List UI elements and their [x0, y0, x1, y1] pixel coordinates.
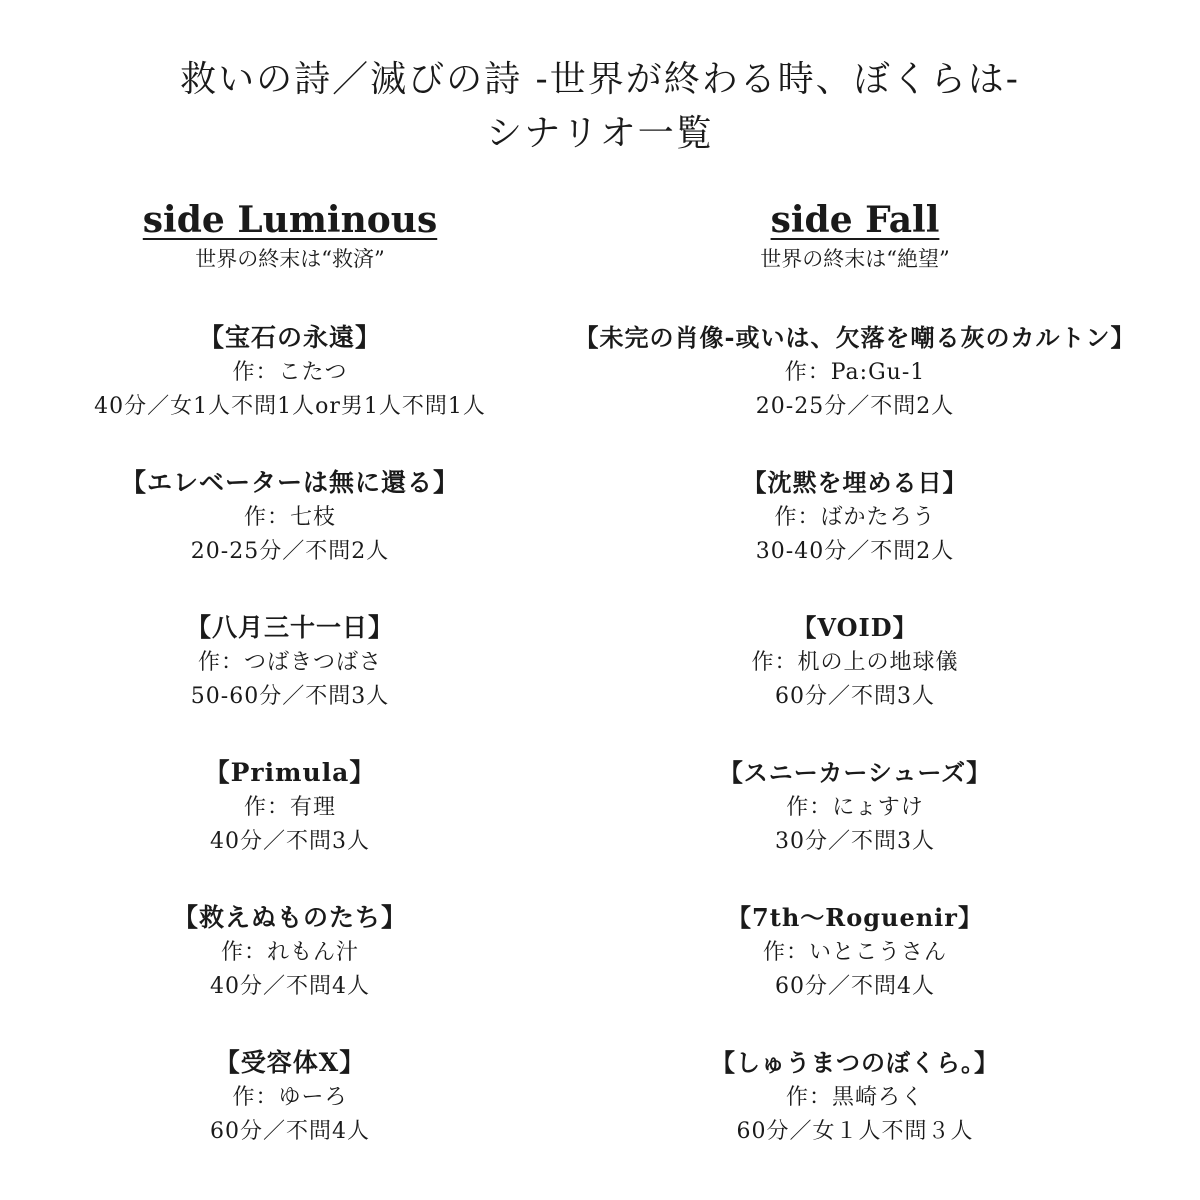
- scenario-item: [535, 1045, 1175, 1190]
- scenario-item: [535, 900, 1175, 1045]
- scenario-author: 作：こたつ: [232, 360, 348, 385]
- scenario-title: 【救えぬものたち】: [172, 903, 407, 932]
- side-luminous-heading: side Luminous: [142, 199, 438, 241]
- side-fall-subtitle: 世界の終末は“絶望”: [760, 247, 950, 271]
- scenario-meta: 60分／不問4人: [210, 1119, 370, 1144]
- scenario-title: 【Primula】: [204, 758, 376, 787]
- side-fall-column: [535, 196, 1175, 1190]
- scenario-author: 作：ゆーろ: [232, 1085, 348, 1110]
- scenario-title: 【八月三十一日】: [185, 613, 394, 642]
- scenario-item: [40, 610, 540, 755]
- scenario-author: 作：有理: [243, 795, 336, 820]
- scenario-author: 作：机の上の地球儀: [751, 650, 959, 675]
- scenario-list-luminous: [40, 320, 540, 1190]
- scenario-item: [535, 755, 1175, 900]
- scenario-author: 作：ばかたろう: [774, 505, 936, 530]
- scenario-meta: 50-60分／不問3人: [190, 684, 390, 709]
- scenario-author: 作：七枝: [243, 505, 336, 530]
- scenario-meta: 30分／不問3人: [775, 829, 935, 854]
- scenario-item: [40, 900, 540, 1045]
- scenario-title: 【エレベーターは無に還る】: [120, 468, 459, 497]
- scenario-author: 作：にょすけ: [786, 795, 924, 820]
- scenario-item: [40, 465, 540, 610]
- scenario-item: [535, 320, 1175, 465]
- side-luminous-subtitle: 世界の終末は“救済”: [195, 247, 385, 271]
- scenario-title: 【7th～Roguenir】: [727, 903, 983, 932]
- scenario-item: [40, 320, 540, 465]
- scenario-item: [535, 465, 1175, 610]
- scenario-meta: 40分／不問3人: [210, 829, 370, 854]
- page-title: 救いの詩／滅びの詩 -世界が終わる時、ぼくらは-: [180, 59, 1020, 100]
- scenario-item: [535, 610, 1175, 755]
- scenario-meta: 40分／女1人不問1人or男1人不問1人: [94, 394, 486, 419]
- scenario-title: 【受容体X】: [214, 1048, 366, 1077]
- scenario-item: [40, 1045, 540, 1190]
- scenario-title: 【宝石の永遠】: [198, 323, 381, 352]
- scenario-title: 【スニーカーシューズ】: [718, 758, 992, 787]
- scenario-list-fall: [535, 320, 1175, 1190]
- scenario-title: 【未完の肖像-或いは、欠落を嘲る灰のカルトン】: [574, 323, 1136, 352]
- scenario-item: [40, 755, 540, 900]
- scenario-author: 作：つばきつばさ: [197, 650, 382, 675]
- scenario-author: 作：れもん汁: [220, 940, 359, 965]
- scenario-meta: 60分／不問3人: [775, 684, 935, 709]
- scenario-meta: 30-40分／不問2人: [755, 539, 955, 564]
- scenario-meta: 20-25分／不問2人: [190, 539, 390, 564]
- scenario-title: 【沈黙を埋める日】: [742, 468, 968, 497]
- scenario-meta: 60分／不問4人: [775, 974, 935, 999]
- scenario-author: 作：いとこうさん: [762, 940, 947, 965]
- page-subtitle: シナリオ一覧: [486, 113, 714, 154]
- side-fall-heading: side Fall: [770, 199, 940, 241]
- scenario-author: 作：Pa:Gu-1: [784, 360, 926, 385]
- scenario-title: 【しゅうまつのぼくら。】: [711, 1048, 999, 1077]
- scenario-title: 【VOID】: [792, 613, 918, 642]
- scenario-meta: 20-25分／不問2人: [755, 394, 955, 419]
- scenario-meta: 60分／女１人不問３人: [736, 1119, 974, 1144]
- scenario-author: 作：黒崎ろく: [785, 1085, 924, 1110]
- side-luminous-column: [40, 196, 540, 1190]
- scenario-meta: 40分／不問4人: [210, 974, 370, 999]
